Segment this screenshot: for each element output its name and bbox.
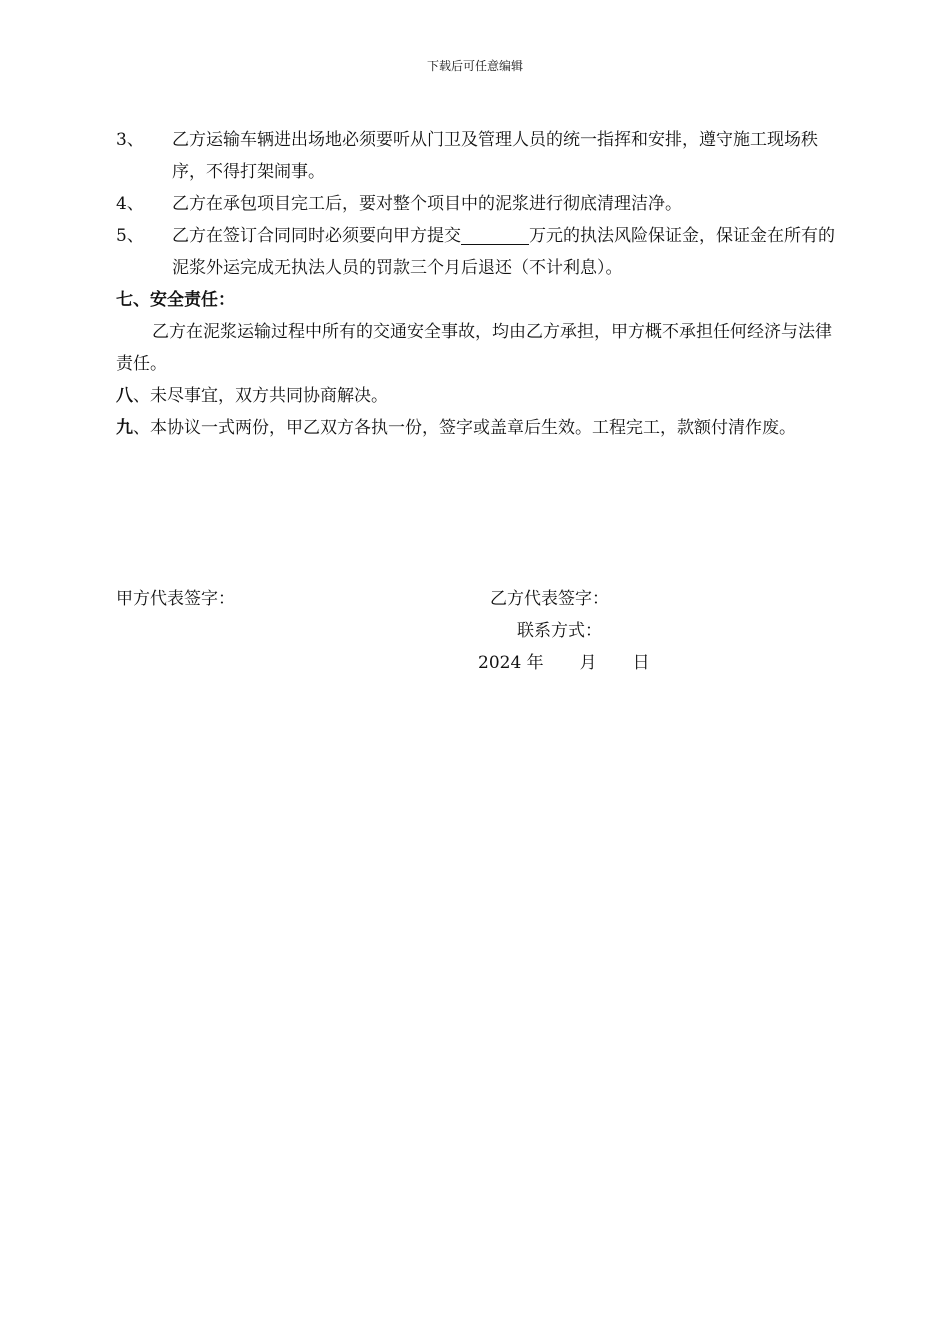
deposit-amount-blank[interactable]	[461, 226, 529, 245]
contact-label: 联系方式：	[517, 621, 602, 641]
clause-text-after: 万元的执法风险保证金，保证金在所有的泥浆外运完成无执法人员的罚款三个月后退还（不计利息）。	[172, 226, 835, 278]
date-month: 月	[579, 653, 597, 673]
clause-text: 乙方在承包项目完工后，要对整个项目中的泥浆进行彻底清理洁净。	[172, 194, 682, 214]
clause-text-before: 乙方在签订合同同时必须要向甲方提交	[172, 226, 461, 246]
signature-date	[478, 647, 650, 679]
clause-number: 5、	[116, 226, 144, 246]
clause-text: 乙方运输车辆进出场地必须要听从门卫及管理人员的统一指挥和安排，遵守施工现场秩序，不得打架闹事。	[172, 130, 818, 182]
section-8-number: 八	[116, 386, 133, 406]
clause-4	[116, 188, 836, 220]
clause-5	[116, 220, 836, 284]
section-9	[116, 412, 836, 444]
section-7-body: 乙方在泥浆运输过程中所有的交通安全事故，均由乙方承担，甲方概不承担任何经济与法律责任。	[116, 322, 832, 374]
clause-number: 4、	[116, 194, 144, 214]
date-day: 日	[632, 653, 650, 673]
section-9-text: 、本协议一式两份，甲乙双方各执一份，签字或盖章后生效。工程完工，款额付清作废。	[133, 418, 796, 438]
document-body	[116, 124, 836, 444]
section-9-number: 九	[116, 418, 133, 438]
clause-3	[116, 124, 836, 188]
party-b-signature-label: 乙方代表签字：	[490, 589, 609, 609]
section-7-heading: 七、安全责任：	[116, 290, 235, 310]
clause-number: 3、	[116, 130, 144, 150]
page-header: 下载后可任意编辑	[426, 59, 523, 73]
section-8	[116, 380, 836, 412]
section-8-text: 、未尽事宜，双方共同协商解决。	[133, 386, 388, 406]
party-a-signature-label: 甲方代表签字：	[116, 589, 235, 609]
date-year: 2024 年	[478, 653, 544, 673]
